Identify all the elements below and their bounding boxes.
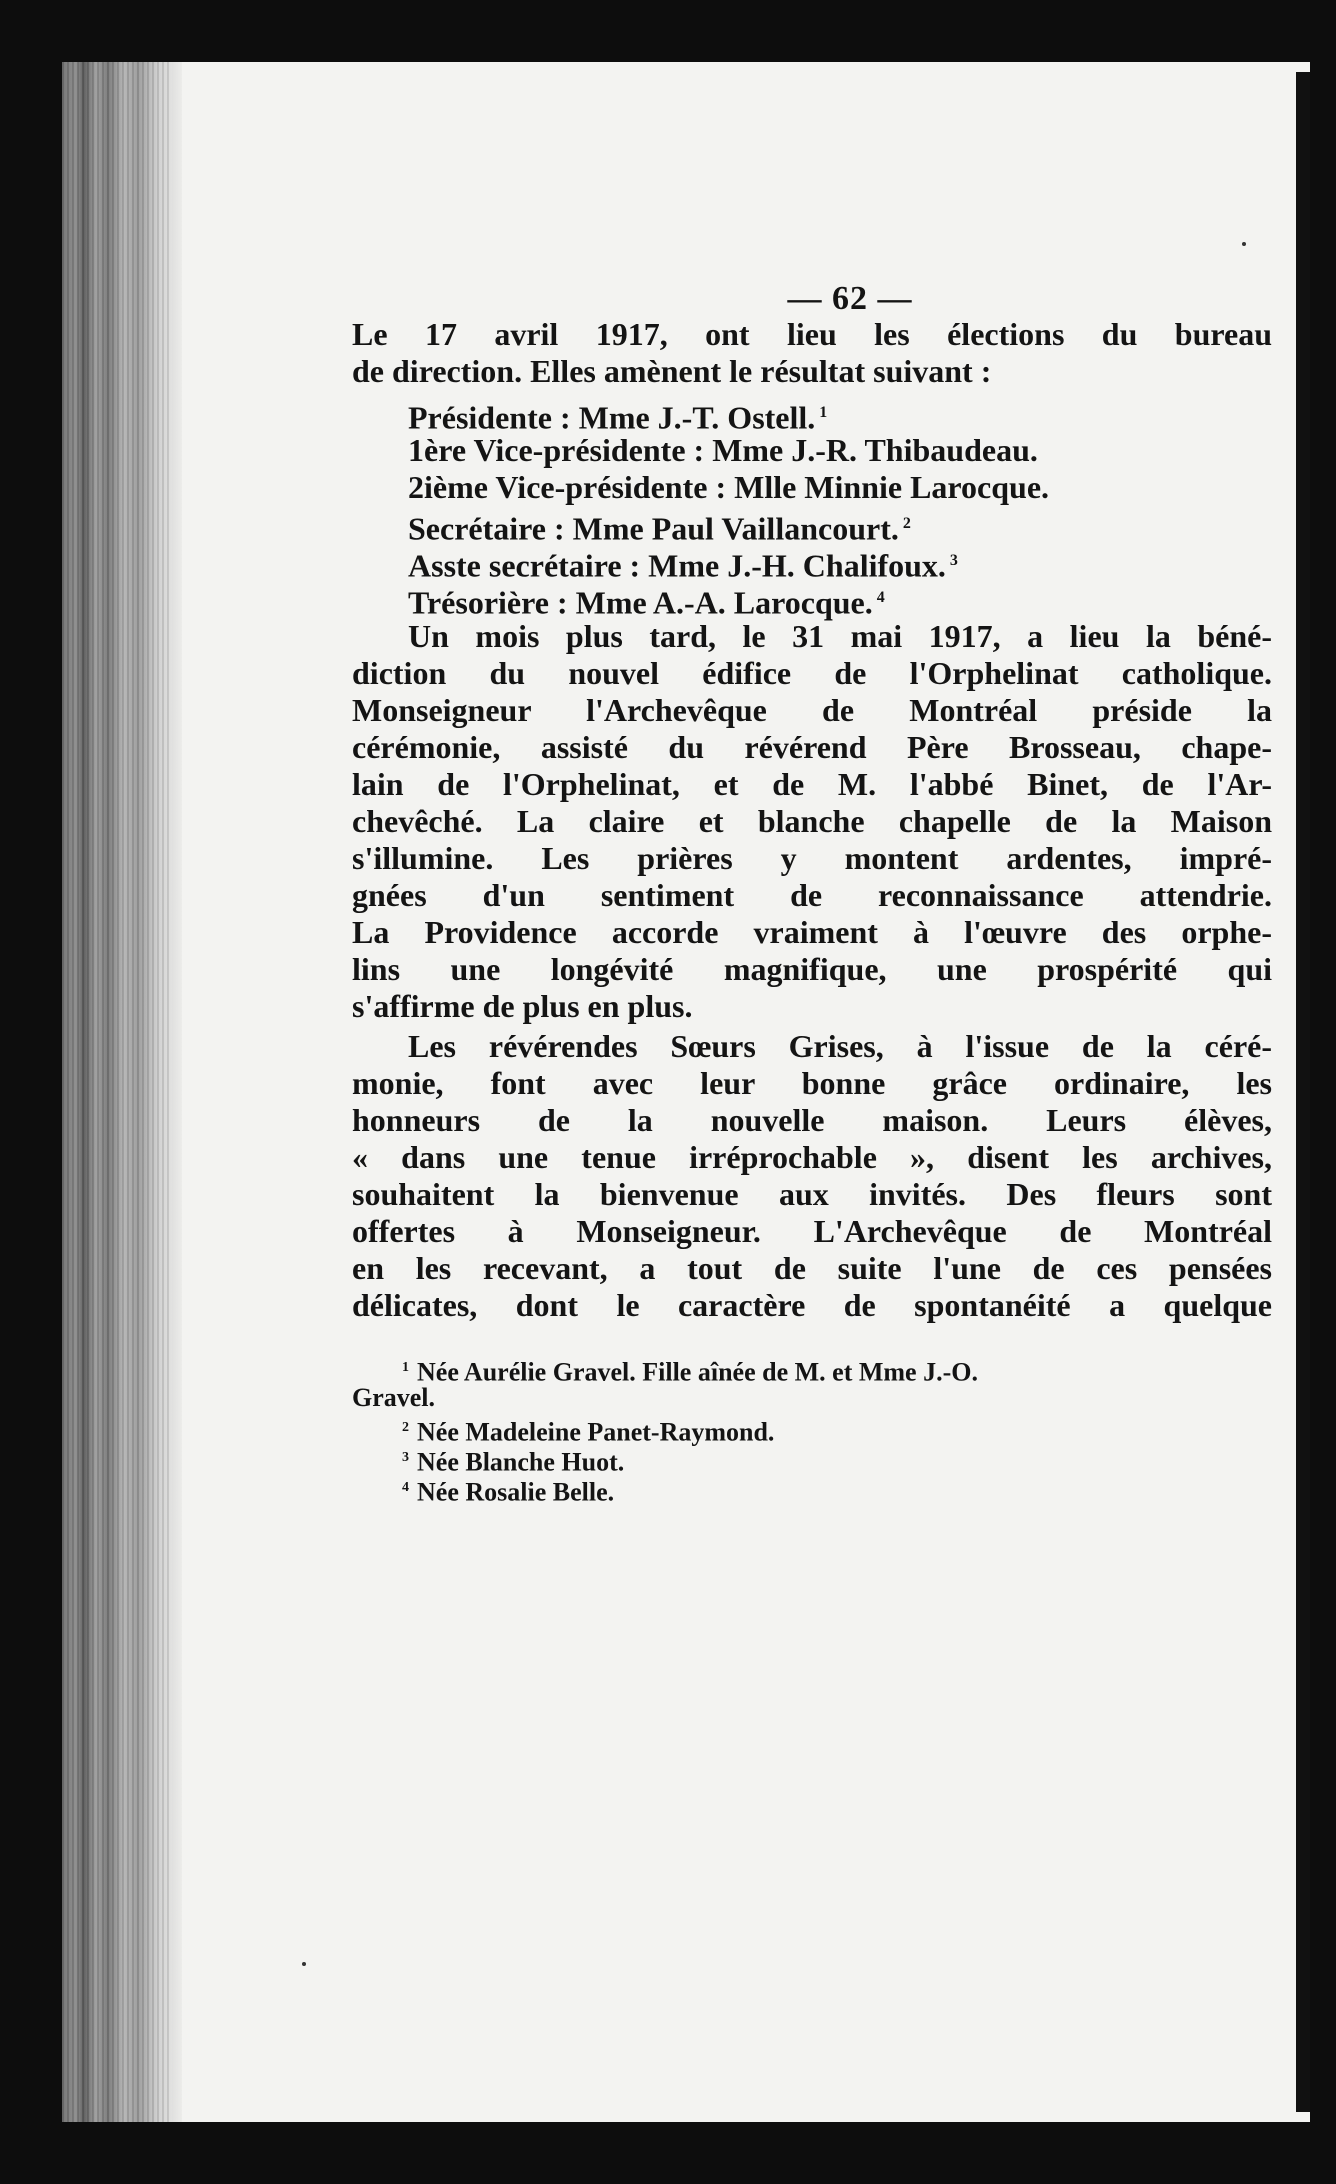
footnote-text: Née Madeleine Panet-Raymond. xyxy=(417,1417,775,1447)
footnote-text: Gravel. xyxy=(352,1383,436,1412)
paragraph-line: Les révérendes Sœurs Grises, à l'issue de la céré- xyxy=(408,1028,1272,1064)
footnote xyxy=(352,1383,435,1413)
paragraph-line: monie, font avec leur bonne grâce ordinaire, les xyxy=(352,1065,1272,1101)
footnote-mark: 3 xyxy=(402,1450,409,1465)
paragraph-line: gnées d'un sentiment de reconnaissance attendrie. xyxy=(352,877,1272,913)
officer-text: Présidente : Mme J.-T. Ostell. xyxy=(408,399,816,436)
paragraph-line: diction du nouvel édifice de l'Orphelinat catholique. xyxy=(352,655,1272,691)
paragraph-line: lain de l'Orphelinat, et de M. l'abbé Binet, de l'Ar- xyxy=(352,766,1272,802)
paragraph-line: chevêché. La claire et blanche chapelle de la Maison xyxy=(352,803,1272,839)
paragraph-line: Un mois plus tard, le 31 mai 1917, a lieu la béné- xyxy=(408,618,1272,654)
footnote-ref: 4 xyxy=(876,589,885,606)
facing-page-edge xyxy=(1296,72,1310,2112)
footnote-ref: 3 xyxy=(949,552,958,569)
scan-speck xyxy=(302,1962,306,1966)
footnote xyxy=(402,1353,978,1388)
text-line: de direction. Elles amènent le résultat suivant : xyxy=(352,353,992,389)
footnote-mark: 2 xyxy=(402,1420,409,1435)
paragraph-line: honneurs de la nouvelle maison. Leurs élèves, xyxy=(352,1102,1272,1138)
footnote-ref: 1 xyxy=(819,404,828,421)
paragraph-line: La Providence accorde vraiment à l'œuvre des orphe- xyxy=(352,914,1272,950)
officer-text: 2ième Vice-présidente : Mlle Minnie Larocque. xyxy=(408,469,1050,505)
officer-text: Asste secrétaire : Mme J.-H. Chalifoux. xyxy=(408,547,946,584)
paragraph-line: lins une longévité magnifique, une prospérité qui xyxy=(352,951,1272,987)
page-number: — 62 — xyxy=(787,280,913,317)
footnote-mark: 1 xyxy=(402,1360,409,1375)
footnote-text: Née Rosalie Belle. xyxy=(417,1477,615,1507)
paragraph-line: souhaitent la bienvenue aux invités. Des fleurs sont xyxy=(352,1176,1272,1212)
text-line: Le 17 avril 1917, ont lieu les élections du bureau xyxy=(352,316,1272,352)
officer-text: Trésorière : Mme A.-A. Larocque. xyxy=(408,584,873,621)
footnote-text: Née Blanche Huot. xyxy=(417,1447,625,1477)
officer-text: 1ère Vice-présidente : Mme J.-R. Thibaudeau. xyxy=(408,432,1038,468)
scan-speck xyxy=(1242,242,1246,246)
book-page xyxy=(62,62,1310,2122)
footnote-mark: 4 xyxy=(402,1480,409,1495)
page-edges xyxy=(62,62,172,2122)
paragraph-line: s'illumine. Les prières y montent ardentes, impré- xyxy=(352,840,1272,876)
paragraph-line: « dans une tenue irréprochable », disent les archives, xyxy=(352,1139,1272,1175)
footnote xyxy=(402,1473,614,1508)
paragraph-line: en les recevant, a tout de suite l'une de ces pensées xyxy=(352,1250,1272,1286)
paragraph-line: cérémonie, assisté du révérend Père Brosseau, chape- xyxy=(352,729,1272,765)
paragraph-line: délicates, dont le caractère de spontanéité a quelque xyxy=(352,1287,1272,1323)
paragraph-line: Monseigneur l'Archevêque de Montréal préside la xyxy=(352,692,1272,728)
footnote-ref: 2 xyxy=(902,515,911,532)
paragraph-line: offertes à Monseigneur. L'Archevêque de Montréal xyxy=(352,1213,1272,1249)
footnote-text: Née Aurélie Gravel. Fille aînée de M. et Mme J.-O. xyxy=(417,1357,978,1387)
officer-text: Secrétaire : Mme Paul Vaillancourt. xyxy=(408,510,899,547)
paragraph-line: s'affirme de plus en plus. xyxy=(352,988,693,1024)
